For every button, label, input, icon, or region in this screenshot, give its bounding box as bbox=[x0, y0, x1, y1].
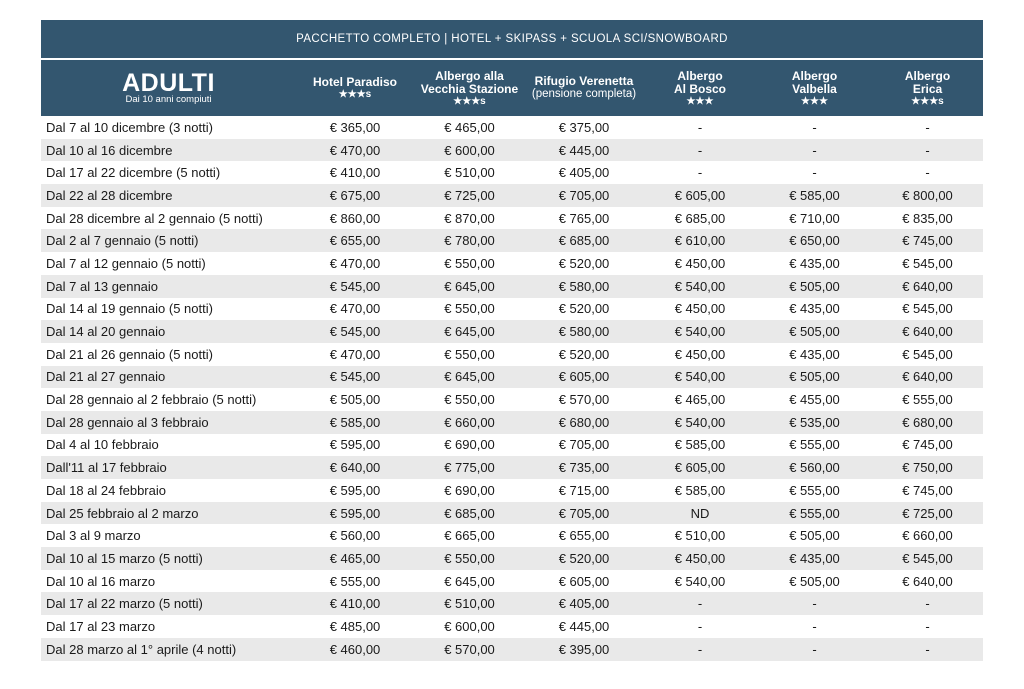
price-cell: € 445,00 bbox=[558, 618, 610, 634]
price-cell: € 675,00 bbox=[329, 187, 381, 203]
price-cell: € 460,00 bbox=[329, 641, 381, 657]
price-cell: € 600,00 bbox=[444, 142, 495, 158]
price-cell: € 690,00 bbox=[444, 482, 495, 498]
price-cell: € 520,00 bbox=[558, 550, 610, 566]
price-cell: € 545,00 bbox=[329, 278, 381, 294]
price-cell: € 555,00 bbox=[789, 505, 840, 521]
price-cell: - bbox=[697, 641, 703, 657]
price-cell: € 595,00 bbox=[329, 505, 381, 521]
table-row bbox=[41, 298, 983, 321]
table-row bbox=[41, 434, 983, 457]
price-cell: € 745,00 bbox=[902, 233, 953, 249]
price-cell: € 470,00 bbox=[329, 346, 381, 362]
price-cell: € 610,00 bbox=[674, 233, 726, 249]
price-cell: € 715,00 bbox=[558, 482, 610, 498]
price-cell: € 605,00 bbox=[558, 573, 610, 589]
table-row bbox=[41, 207, 983, 230]
price-cell: € 645,00 bbox=[444, 278, 495, 294]
price-cell: € 450,00 bbox=[674, 346, 726, 362]
price-cell: - bbox=[697, 618, 703, 634]
category-subtitle: Dai 10 anni compiuti bbox=[125, 94, 212, 105]
table-row bbox=[41, 229, 983, 252]
price-cell: € 685,00 bbox=[558, 233, 610, 249]
price-cell: € 545,00 bbox=[902, 255, 953, 271]
price-cell: € 545,00 bbox=[329, 369, 381, 385]
price-cell: € 455,00 bbox=[789, 392, 840, 408]
price-cell: - bbox=[812, 618, 817, 634]
column-stars: ★★★ bbox=[686, 95, 714, 107]
price-cell: € 585,00 bbox=[674, 482, 726, 498]
price-cell: € 745,00 bbox=[902, 437, 953, 453]
column-name-line1: Hotel Paradiso bbox=[312, 75, 398, 89]
price-cell: € 800,00 bbox=[902, 187, 953, 203]
price-cell: € 550,00 bbox=[444, 346, 495, 362]
column-name-line2: Erica bbox=[912, 81, 943, 96]
price-cell: € 605,00 bbox=[674, 460, 726, 476]
price-cell: € 705,00 bbox=[558, 437, 610, 453]
table-row bbox=[41, 479, 983, 502]
period-label: Dal 18 al 24 febbraio bbox=[46, 482, 166, 498]
price-table bbox=[41, 20, 983, 661]
price-cell: € 410,00 bbox=[329, 165, 381, 181]
table-row bbox=[41, 388, 983, 411]
price-cell: € 585,00 bbox=[789, 187, 840, 203]
column-header bbox=[872, 60, 983, 116]
price-cell: - bbox=[925, 119, 930, 135]
price-cell: € 550,00 bbox=[444, 550, 495, 566]
period-label: Dal 7 al 12 gennaio (5 notti) bbox=[46, 255, 206, 271]
price-cell: € 705,00 bbox=[558, 187, 610, 203]
price-cell: € 465,00 bbox=[444, 119, 495, 135]
column-stars: ★★★s bbox=[338, 89, 372, 100]
table-row bbox=[41, 184, 983, 207]
price-cell: € 860,00 bbox=[329, 210, 381, 226]
table-row bbox=[41, 139, 983, 162]
price-cell: - bbox=[812, 165, 817, 181]
price-cell: € 735,00 bbox=[558, 460, 610, 476]
price-cell: € 550,00 bbox=[444, 255, 495, 271]
price-cell: € 605,00 bbox=[558, 369, 610, 385]
price-cell: - bbox=[925, 596, 930, 612]
table-row bbox=[41, 524, 983, 547]
price-cell: € 765,00 bbox=[558, 210, 610, 226]
price-cell: € 545,00 bbox=[902, 301, 953, 317]
price-cell: € 690,00 bbox=[444, 437, 495, 453]
price-cell: € 595,00 bbox=[329, 482, 381, 498]
period-label: Dal 21 al 27 gennaio bbox=[46, 369, 166, 385]
period-label: Dall'11 al 17 febbraio bbox=[46, 460, 167, 476]
column-name-line2: Vecchia Stazione bbox=[420, 81, 519, 96]
price-cell: € 585,00 bbox=[674, 437, 726, 453]
header-category bbox=[41, 60, 296, 116]
price-cell: - bbox=[925, 618, 930, 634]
price-cell: € 570,00 bbox=[444, 641, 495, 657]
price-cell: € 540,00 bbox=[674, 414, 726, 430]
period-label: Dal 28 gennaio al 2 febbraio (5 notti) bbox=[46, 392, 257, 408]
period-label: Dal 28 gennaio al 3 febbraio bbox=[46, 414, 209, 430]
period-label: Dal 2 al 7 gennaio (5 notti) bbox=[46, 233, 199, 249]
column-name-line2: Al Bosco bbox=[673, 81, 726, 96]
price-cell: € 520,00 bbox=[558, 301, 610, 317]
price-cell: € 570,00 bbox=[558, 392, 610, 408]
price-cell: € 555,00 bbox=[789, 482, 840, 498]
price-cell: € 645,00 bbox=[444, 573, 495, 589]
price-cell: € 465,00 bbox=[329, 550, 381, 566]
price-cell: € 870,00 bbox=[444, 210, 495, 226]
column-name-line2: Valbella bbox=[792, 81, 837, 96]
column-name-line1: Albergo alla bbox=[435, 68, 504, 83]
price-cell: € 365,00 bbox=[329, 119, 381, 135]
period-label: Dal 17 al 22 dicembre (5 notti) bbox=[46, 165, 221, 181]
table-row bbox=[41, 275, 983, 298]
column-stars: ★★★ bbox=[801, 95, 828, 107]
table-row bbox=[41, 343, 983, 366]
price-cell: € 640,00 bbox=[329, 460, 381, 476]
price-cell: - bbox=[812, 641, 817, 657]
price-cell: € 505,00 bbox=[789, 278, 840, 294]
price-cell: € 545,00 bbox=[329, 324, 381, 340]
price-cell: € 540,00 bbox=[674, 573, 726, 589]
price-cell: € 410,00 bbox=[329, 596, 381, 612]
price-cell: € 445,00 bbox=[558, 142, 610, 158]
price-cell: - bbox=[812, 119, 817, 135]
price-cell: € 545,00 bbox=[902, 550, 953, 566]
category-title: ADULTI bbox=[122, 69, 215, 97]
column-note: (pensione completa) bbox=[531, 88, 637, 100]
table-row bbox=[41, 320, 983, 343]
price-cell: € 835,00 bbox=[902, 210, 953, 226]
table-row bbox=[41, 570, 983, 593]
period-label: Dal 21 al 26 gennaio (5 notti) bbox=[46, 346, 213, 362]
period-label: Dal 14 al 19 gennaio (5 notti) bbox=[46, 301, 213, 317]
price-cell: € 640,00 bbox=[902, 324, 953, 340]
price-cell: - bbox=[697, 596, 703, 612]
period-label: Dal 22 al 28 dicembre bbox=[46, 187, 173, 203]
price-cell: € 505,00 bbox=[789, 324, 840, 340]
price-cell: € 560,00 bbox=[329, 528, 381, 544]
period-label: Dal 7 al 13 gennaio bbox=[46, 278, 159, 294]
price-cell: € 650,00 bbox=[789, 233, 840, 249]
price-cell: - bbox=[697, 142, 703, 158]
price-cell: € 780,00 bbox=[444, 233, 495, 249]
price-cell: - bbox=[812, 142, 817, 158]
period-label: Dal 10 al 16 marzo bbox=[46, 573, 156, 589]
price-cell: € 745,00 bbox=[902, 482, 953, 498]
price-cell: € 450,00 bbox=[674, 550, 726, 566]
table-row bbox=[41, 366, 983, 389]
price-cell: € 435,00 bbox=[789, 301, 840, 317]
price-cell: € 540,00 bbox=[674, 324, 726, 340]
table-row bbox=[41, 252, 983, 275]
price-cell: € 485,00 bbox=[329, 618, 381, 634]
period-label: Dal 7 al 10 dicembre (3 notti) bbox=[46, 119, 213, 135]
price-cell: € 450,00 bbox=[674, 255, 726, 271]
price-cell: € 470,00 bbox=[329, 255, 381, 271]
price-cell: - bbox=[697, 165, 703, 181]
table-row bbox=[41, 456, 983, 479]
price-cell: € 645,00 bbox=[444, 324, 495, 340]
price-cell: € 505,00 bbox=[789, 573, 840, 589]
price-cell: € 535,00 bbox=[789, 414, 840, 430]
price-cell: € 660,00 bbox=[902, 528, 953, 544]
price-cell: € 545,00 bbox=[902, 346, 953, 362]
column-stars: ★★★s bbox=[911, 95, 944, 107]
price-cell: € 660,00 bbox=[444, 414, 495, 430]
table-row bbox=[41, 615, 983, 638]
price-cell: - bbox=[697, 119, 703, 135]
price-cell: € 510,00 bbox=[674, 528, 726, 544]
price-cell: € 725,00 bbox=[902, 505, 953, 521]
price-cell: € 435,00 bbox=[789, 550, 840, 566]
period-label: Dal 10 al 16 dicembre bbox=[46, 142, 173, 158]
table-body bbox=[41, 116, 983, 661]
price-cell: - bbox=[925, 165, 930, 181]
table-row bbox=[41, 411, 983, 434]
price-cell: € 470,00 bbox=[329, 301, 381, 317]
period-label: Dal 17 al 23 marzo bbox=[46, 618, 156, 634]
price-cell: - bbox=[925, 641, 930, 657]
price-cell: € 645,00 bbox=[444, 369, 495, 385]
column-header bbox=[414, 60, 525, 116]
price-cell: € 555,00 bbox=[329, 573, 381, 589]
price-cell: € 680,00 bbox=[558, 414, 610, 430]
price-cell: € 640,00 bbox=[902, 369, 953, 385]
price-cell: € 550,00 bbox=[444, 392, 495, 408]
price-cell: - bbox=[925, 142, 930, 158]
period-label: Dal 3 al 9 marzo bbox=[46, 528, 141, 544]
price-cell: € 665,00 bbox=[444, 528, 495, 544]
price-cell: € 510,00 bbox=[444, 165, 495, 181]
table-header bbox=[41, 60, 983, 116]
price-cell: € 520,00 bbox=[558, 255, 610, 271]
price-cell: € 435,00 bbox=[789, 346, 840, 362]
table-row bbox=[41, 547, 983, 570]
price-cell: € 655,00 bbox=[558, 528, 610, 544]
price-cell: € 520,00 bbox=[558, 346, 610, 362]
price-cell: € 555,00 bbox=[902, 392, 953, 408]
column-name-line1: Albergo bbox=[677, 68, 723, 83]
column-stars: ★★★s bbox=[453, 95, 486, 107]
column-header bbox=[296, 60, 414, 116]
column-name-line1: Albergo bbox=[791, 68, 838, 83]
period-label: Dal 25 febbraio al 2 marzo bbox=[46, 505, 199, 521]
price-cell: € 555,00 bbox=[789, 437, 840, 453]
price-cell: € 605,00 bbox=[674, 187, 726, 203]
price-cell: € 510,00 bbox=[444, 596, 495, 612]
price-cell: € 685,00 bbox=[674, 210, 726, 226]
price-cell: € 775,00 bbox=[444, 460, 495, 476]
price-cell: € 680,00 bbox=[902, 414, 953, 430]
table-row bbox=[41, 592, 983, 615]
price-cell: € 580,00 bbox=[558, 324, 610, 340]
period-label: Dal 28 marzo al 1° aprile (4 notti) bbox=[46, 641, 237, 657]
period-label: Dal 17 al 22 marzo (5 notti) bbox=[46, 596, 203, 612]
price-cell: € 595,00 bbox=[329, 437, 381, 453]
period-label: Dal 14 al 20 gennaio bbox=[46, 324, 166, 340]
price-cell: € 640,00 bbox=[902, 278, 953, 294]
price-cell: € 540,00 bbox=[674, 369, 726, 385]
price-cell: € 640,00 bbox=[902, 573, 953, 589]
price-cell: € 685,00 bbox=[444, 505, 495, 521]
package-banner: PACCHETTO COMPLETO | HOTEL + SKIPASS + SCUOLA SCI/SNOWBOARD bbox=[41, 20, 983, 60]
price-cell: € 405,00 bbox=[558, 596, 610, 612]
price-cell: € 375,00 bbox=[558, 119, 610, 135]
table-row bbox=[41, 502, 983, 525]
price-cell: € 580,00 bbox=[558, 278, 610, 294]
period-label: Dal 28 dicembre al 2 gennaio (5 notti) bbox=[46, 210, 263, 226]
column-header bbox=[757, 60, 872, 116]
column-name-line1: Albergo bbox=[904, 68, 951, 83]
price-cell: € 725,00 bbox=[444, 187, 495, 203]
price-cell: € 470,00 bbox=[329, 142, 381, 158]
price-cell: € 435,00 bbox=[789, 255, 840, 271]
price-cell: € 505,00 bbox=[329, 392, 381, 408]
price-cell: € 705,00 bbox=[558, 505, 610, 521]
column-header bbox=[643, 60, 757, 116]
price-cell: € 560,00 bbox=[789, 460, 840, 476]
price-cell: € 750,00 bbox=[902, 460, 953, 476]
price-cell: ND bbox=[690, 505, 710, 521]
table-row bbox=[41, 161, 983, 184]
table-row bbox=[41, 116, 983, 139]
price-cell: € 550,00 bbox=[444, 301, 495, 317]
price-cell: € 505,00 bbox=[789, 528, 840, 544]
price-cell: € 710,00 bbox=[789, 210, 840, 226]
price-cell: € 655,00 bbox=[329, 233, 381, 249]
price-cell: € 505,00 bbox=[789, 369, 840, 385]
column-header bbox=[525, 60, 643, 116]
price-cell: € 540,00 bbox=[674, 278, 726, 294]
price-cell: € 465,00 bbox=[674, 392, 726, 408]
price-cell: € 395,00 bbox=[558, 641, 610, 657]
table-row bbox=[41, 638, 983, 661]
column-name-line1: Rifugio Verenetta bbox=[534, 74, 634, 88]
price-cell: - bbox=[812, 596, 817, 612]
price-cell: € 585,00 bbox=[329, 414, 381, 430]
price-cell: € 600,00 bbox=[444, 618, 495, 634]
period-label: Dal 4 al 10 febbraio bbox=[46, 437, 159, 453]
price-cell: € 405,00 bbox=[558, 165, 610, 181]
price-cell: € 450,00 bbox=[674, 301, 726, 317]
period-label: Dal 10 al 15 marzo (5 notti) bbox=[46, 550, 203, 566]
